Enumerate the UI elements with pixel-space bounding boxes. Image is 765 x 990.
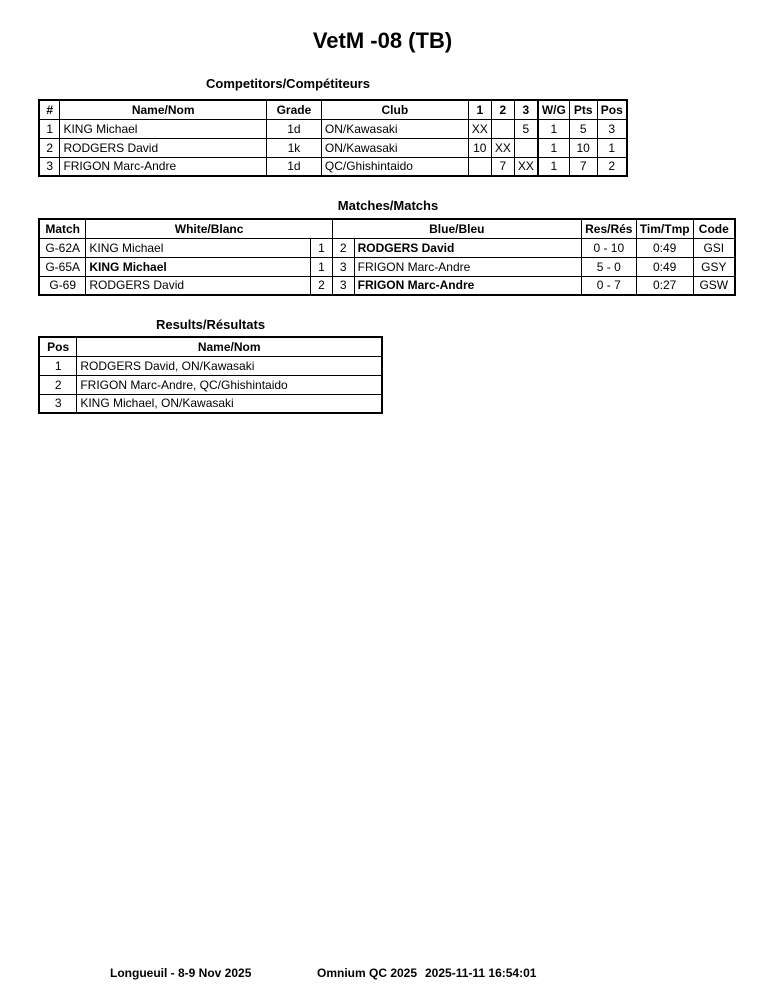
round-3-score bbox=[514, 138, 538, 157]
table-row bbox=[39, 238, 735, 257]
matches-header-row bbox=[39, 219, 735, 238]
competitor-name: KING Michael bbox=[60, 119, 267, 138]
col-round-1: 1 bbox=[468, 100, 491, 119]
col-name: Name/Nom bbox=[77, 337, 382, 356]
col-result: Res/Rés bbox=[581, 219, 636, 238]
position: 1 bbox=[597, 138, 627, 157]
col-points: Pts bbox=[569, 100, 597, 119]
table-row bbox=[39, 276, 735, 295]
white-player: KING Michael bbox=[86, 238, 311, 257]
blue-player: FRIGON Marc-Andre bbox=[354, 276, 581, 295]
competitor-name: RODGERS David bbox=[60, 138, 267, 157]
white-number: 2 bbox=[311, 276, 333, 295]
result-name: FRIGON Marc-Andre, QC/Ghishintaido bbox=[77, 375, 382, 394]
col-number: # bbox=[39, 100, 60, 119]
competitor-number: 1 bbox=[39, 119, 60, 138]
results-section-title: Results/Résultats bbox=[155, 317, 266, 332]
col-round-2: 2 bbox=[491, 100, 514, 119]
white-player: KING Michael bbox=[86, 257, 311, 276]
table-row bbox=[39, 157, 627, 176]
round-2-score: XX bbox=[491, 138, 514, 157]
col-club: Club bbox=[321, 100, 468, 119]
points: 7 bbox=[569, 157, 597, 176]
white-player: RODGERS David bbox=[86, 276, 311, 295]
col-match: Match bbox=[39, 219, 86, 238]
wins: 1 bbox=[538, 119, 570, 138]
match-result: 0 - 10 bbox=[581, 238, 636, 257]
match-time: 0:49 bbox=[636, 257, 693, 276]
match-code: GSI bbox=[693, 238, 735, 257]
competitor-club: ON/Kawasaki bbox=[321, 119, 468, 138]
col-wins: W/G bbox=[538, 100, 570, 119]
col-pos: Pos bbox=[39, 337, 77, 356]
match-id: G-65A bbox=[39, 257, 86, 276]
result-position: 3 bbox=[39, 394, 77, 413]
col-code: Code bbox=[693, 219, 735, 238]
page-title: VetM -08 (TB) bbox=[312, 28, 453, 53]
blue-player: RODGERS David bbox=[354, 238, 581, 257]
col-white: White/Blanc bbox=[86, 219, 332, 238]
table-row bbox=[39, 119, 627, 138]
match-id: G-62A bbox=[39, 238, 86, 257]
blue-number: 3 bbox=[332, 257, 354, 276]
table-row bbox=[39, 356, 382, 375]
competitor-name: FRIGON Marc-Andre bbox=[60, 157, 267, 176]
col-blue: Blue/Bleu bbox=[332, 219, 581, 238]
competitor-grade: 1d bbox=[266, 119, 321, 138]
table-row bbox=[39, 257, 735, 276]
competitors-header-row bbox=[39, 100, 627, 119]
match-id: G-69 bbox=[39, 276, 86, 295]
matches-table bbox=[38, 218, 736, 296]
position: 2 bbox=[597, 157, 627, 176]
col-round-3: 3 bbox=[514, 100, 538, 119]
col-position: Pos bbox=[597, 100, 627, 119]
table-row bbox=[39, 394, 382, 413]
blue-player: FRIGON Marc-Andre bbox=[354, 257, 581, 276]
results-header-row bbox=[39, 337, 382, 356]
blue-number: 3 bbox=[332, 276, 354, 295]
competitors-section-title: Competitors/Compétiteurs bbox=[206, 76, 370, 91]
competitor-grade: 1k bbox=[266, 138, 321, 157]
matches-section-title: Matches/Matchs bbox=[337, 198, 439, 213]
result-position: 2 bbox=[39, 375, 77, 394]
col-name: Name/Nom bbox=[60, 100, 267, 119]
match-code: GSY bbox=[693, 257, 735, 276]
round-3-score: XX bbox=[514, 157, 538, 176]
competitor-number: 3 bbox=[39, 157, 60, 176]
white-number: 1 bbox=[311, 238, 333, 257]
table-row bbox=[39, 138, 627, 157]
round-3-score: 5 bbox=[514, 119, 538, 138]
points: 10 bbox=[569, 138, 597, 157]
match-time: 0:27 bbox=[636, 276, 693, 295]
position: 3 bbox=[597, 119, 627, 138]
wins: 1 bbox=[538, 138, 570, 157]
footer-location: Longueuil - 8-9 Nov 2025 bbox=[110, 966, 252, 980]
white-number: 1 bbox=[311, 257, 333, 276]
footer-event: Omnium QC 2025 bbox=[317, 966, 418, 980]
competitor-grade: 1d bbox=[266, 157, 321, 176]
wins: 1 bbox=[538, 157, 570, 176]
col-grade: Grade bbox=[266, 100, 321, 119]
match-result: 5 - 0 bbox=[581, 257, 636, 276]
match-result: 0 - 7 bbox=[581, 276, 636, 295]
round-1-score bbox=[468, 157, 491, 176]
points: 5 bbox=[569, 119, 597, 138]
match-code: GSW bbox=[693, 276, 735, 295]
competitor-club: ON/Kawasaki bbox=[321, 138, 468, 157]
competitor-number: 2 bbox=[39, 138, 60, 157]
round-2-score: 7 bbox=[491, 157, 514, 176]
match-time: 0:49 bbox=[636, 238, 693, 257]
col-time: Tim/Tmp bbox=[636, 219, 693, 238]
footer-timestamp: 2025-11-11 16:54:01 bbox=[425, 966, 537, 980]
results-table bbox=[38, 336, 383, 414]
round-2-score bbox=[491, 119, 514, 138]
result-name: RODGERS David, ON/Kawasaki bbox=[77, 356, 382, 375]
competitors-table bbox=[38, 99, 628, 177]
blue-number: 2 bbox=[332, 238, 354, 257]
round-1-score: XX bbox=[468, 119, 491, 138]
table-row bbox=[39, 375, 382, 394]
round-1-score: 10 bbox=[468, 138, 491, 157]
result-name: KING Michael, ON/Kawasaki bbox=[77, 394, 382, 413]
result-position: 1 bbox=[39, 356, 77, 375]
competitor-club: QC/Ghishintaido bbox=[321, 157, 468, 176]
